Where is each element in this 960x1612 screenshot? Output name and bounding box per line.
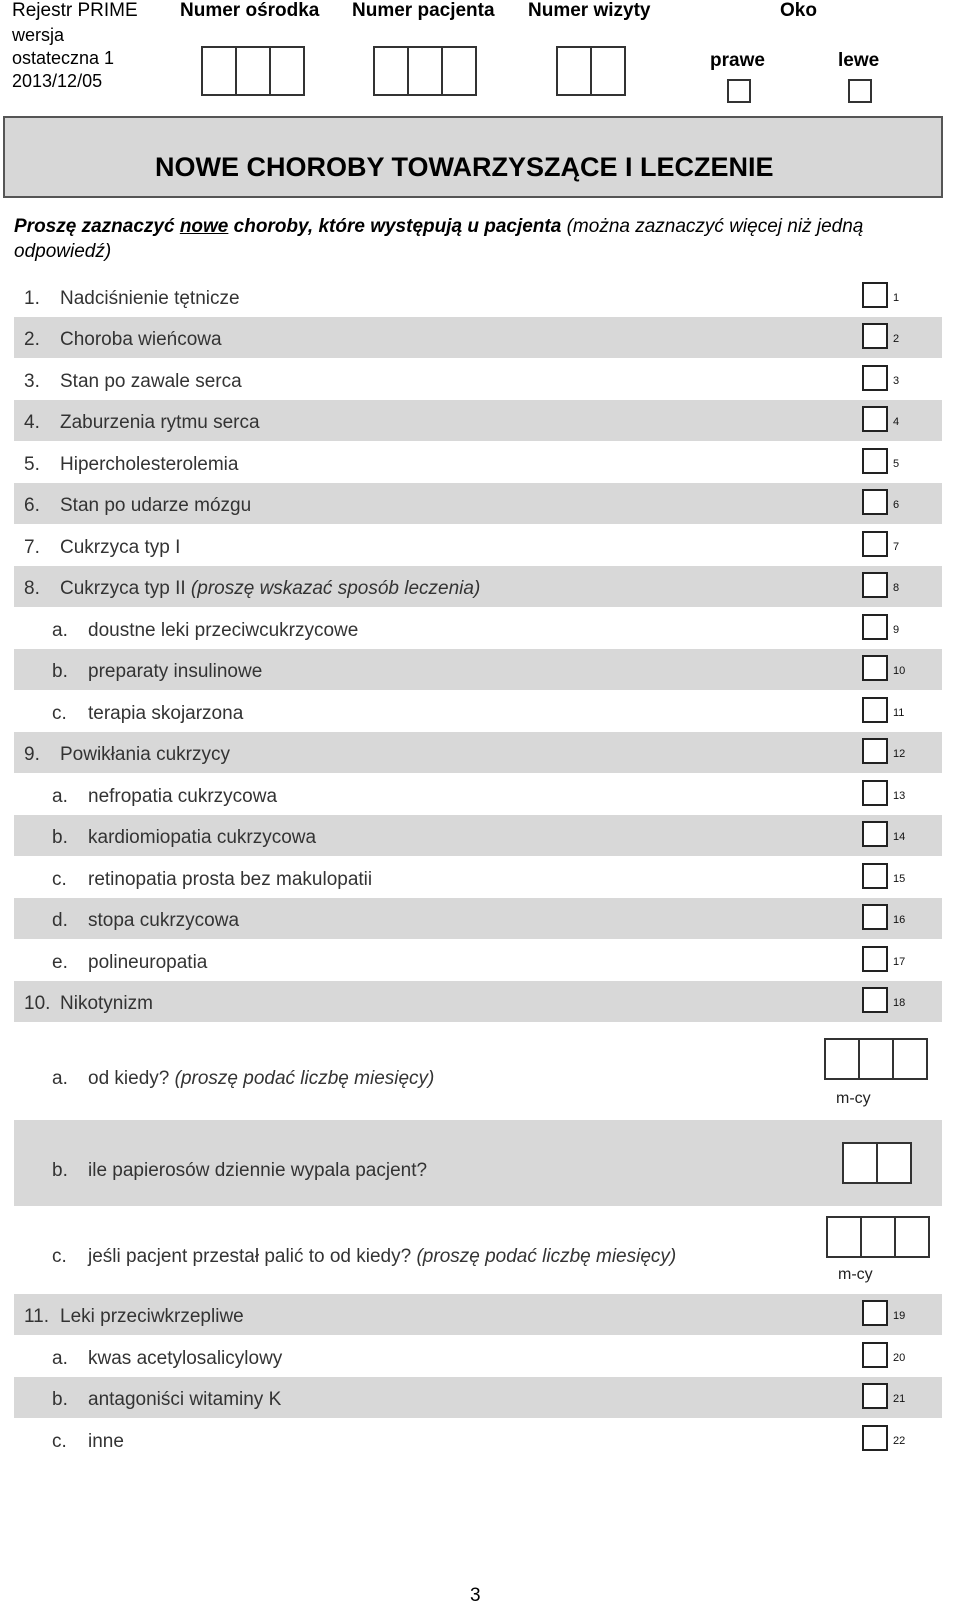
- version-line-1: wersja: [12, 25, 65, 45]
- item-number: b.: [52, 661, 68, 682]
- version-date: 2013/12/05: [12, 71, 103, 91]
- section-title-bar: [3, 116, 943, 198]
- item-label: [60, 578, 480, 600]
- item-label: Hipercholesterolemia: [60, 454, 239, 475]
- instruction-text: [14, 214, 944, 264]
- item-checkbox[interactable]: [862, 1383, 888, 1409]
- item-label-note: (proszę wskazać sposób leczenia): [185, 578, 481, 599]
- item-number: c.: [52, 869, 67, 890]
- item-number: a.: [52, 1068, 68, 1089]
- smoking-since-boxes: [824, 1038, 928, 1078]
- smoking-since-row: [14, 1022, 942, 1118]
- item-label-main: Cukrzyca typ II: [60, 578, 186, 599]
- item-number: 4.: [24, 412, 40, 433]
- item-code: 11: [893, 707, 905, 719]
- item-code: 14: [893, 831, 906, 843]
- item-checkbox[interactable]: [862, 780, 888, 806]
- visit-number-boxes: [556, 46, 626, 94]
- item-checkbox[interactable]: [862, 323, 888, 349]
- item-code: 21: [893, 1393, 906, 1405]
- item-number: 3.: [24, 371, 40, 392]
- item-label: kardiomiopatia cukrzycowa: [88, 827, 317, 848]
- patient-number-label: Numer pacjenta: [352, 0, 495, 21]
- page-number: 3: [470, 1585, 481, 1606]
- item-checkbox[interactable]: [862, 738, 888, 764]
- item-number: b.: [52, 1160, 68, 1181]
- item-label: ile papierosów dziennie wypala pacjent?: [88, 1160, 428, 1181]
- item-number: c.: [52, 1431, 67, 1452]
- item-number: b.: [52, 827, 68, 848]
- item-number: 1.: [24, 288, 40, 309]
- list-item: [14, 1294, 942, 1335]
- item-number: d.: [52, 910, 68, 931]
- item-checkbox[interactable]: [862, 904, 888, 930]
- version-block: [12, 24, 114, 93]
- item-checkbox[interactable]: [862, 697, 888, 723]
- item-checkbox[interactable]: [862, 365, 888, 391]
- list-item: [14, 276, 942, 317]
- item-code: 3: [893, 375, 900, 387]
- item-number: a.: [52, 786, 68, 807]
- item-code: 7: [893, 541, 900, 553]
- item-number: 2.: [24, 329, 40, 350]
- list-item: [14, 566, 942, 607]
- list-item: [14, 400, 942, 441]
- patient-digit-box[interactable]: [441, 46, 477, 96]
- list-item: [14, 442, 942, 483]
- list-item: [14, 608, 942, 649]
- item-code: 9: [893, 624, 900, 636]
- item-number: 7.: [24, 537, 40, 558]
- item-label: Zaburzenia rytmu serca: [60, 412, 260, 433]
- item-checkbox[interactable]: [862, 821, 888, 847]
- center-number-label: Numer ośrodka: [180, 0, 320, 21]
- item-number: b.: [52, 1389, 68, 1410]
- item-checkbox[interactable]: [862, 655, 888, 681]
- item-checkbox[interactable]: [862, 1425, 888, 1451]
- item-label: Choroba wieńcowa: [60, 329, 222, 350]
- instruction-part-2: choroby, które występują u pacjenta: [228, 216, 567, 237]
- visit-number-label: Numer wizyty: [528, 0, 651, 21]
- center-digit-box[interactable]: [269, 46, 305, 96]
- item-code: 4: [893, 416, 900, 428]
- item-code: 22: [893, 1435, 906, 1447]
- center-digit-box[interactable]: [235, 46, 271, 96]
- item-label: Leki przeciwkrzepliwe: [60, 1306, 244, 1327]
- months-digit-box[interactable]: [858, 1038, 894, 1080]
- instruction-underlined: nowe: [179, 216, 229, 237]
- list-item: [14, 691, 942, 732]
- item-number: 5.: [24, 454, 40, 475]
- item-checkbox[interactable]: [862, 531, 888, 557]
- item-label: [88, 1068, 434, 1090]
- list-item: [14, 359, 942, 400]
- item-checkbox[interactable]: [862, 406, 888, 432]
- item-code: 19: [893, 1310, 906, 1322]
- right-eye-label: prawe: [710, 50, 765, 71]
- item-checkbox[interactable]: [862, 614, 888, 640]
- center-number-boxes: [201, 46, 305, 94]
- item-code: 17: [893, 956, 906, 968]
- item-code: 8: [893, 582, 900, 594]
- item-code: 13: [893, 790, 906, 802]
- item-label-main: od kiedy?: [88, 1068, 170, 1089]
- list-item: [14, 317, 942, 358]
- item-label: Powikłania cukrzycy: [60, 744, 230, 765]
- item-checkbox[interactable]: [862, 489, 888, 515]
- months-digit-box[interactable]: [894, 1216, 930, 1258]
- item-code: 16: [893, 914, 906, 926]
- item-checkbox[interactable]: [862, 448, 888, 474]
- item-number: e.: [52, 952, 68, 973]
- item-code: 2: [893, 333, 900, 345]
- visit-digit-box[interactable]: [556, 46, 592, 96]
- patient-digit-box[interactable]: [373, 46, 409, 96]
- list-item: [14, 649, 942, 690]
- item-label-main: jeśli pacjent przestał palić to od kiedy?: [88, 1246, 412, 1267]
- months-unit: m-cy: [836, 1090, 871, 1107]
- eye-label: Oko: [780, 0, 817, 21]
- registry-name: Rejestr PRIME: [12, 0, 138, 21]
- months-digit-box[interactable]: [892, 1038, 928, 1080]
- item-label: kwas acetylosalicylowy: [88, 1348, 283, 1369]
- item-label: Nikotynizm: [60, 993, 153, 1014]
- list-item: [14, 815, 942, 856]
- item-label: stopa cukrzycowa: [88, 910, 240, 931]
- item-code: 5: [893, 458, 900, 470]
- item-number: a.: [52, 1348, 68, 1369]
- item-label: polineuropatia: [88, 952, 208, 973]
- item-checkbox[interactable]: [862, 863, 888, 889]
- months-digit-box[interactable]: [824, 1038, 860, 1080]
- cigarettes-digit-box[interactable]: [842, 1142, 878, 1184]
- item-label: terapia skojarzona: [88, 703, 244, 724]
- list-item: [14, 525, 942, 566]
- item-label: Stan po zawale serca: [60, 371, 242, 392]
- list-item: [14, 483, 942, 524]
- item-code: 15: [893, 873, 906, 885]
- item-number: 10.: [24, 993, 51, 1014]
- item-code: 6: [893, 499, 900, 511]
- item-number: 9.: [24, 744, 40, 765]
- patient-number-boxes: [373, 46, 477, 94]
- item-number: c.: [52, 703, 67, 724]
- cigarettes-per-day-row: [14, 1120, 942, 1206]
- item-code: 10: [893, 665, 906, 677]
- item-checkbox[interactable]: [862, 1300, 888, 1326]
- months-unit: m-cy: [838, 1266, 873, 1283]
- item-label: retinopatia prosta bez makulopatii: [88, 869, 373, 890]
- months-digit-box[interactable]: [860, 1216, 896, 1258]
- smoking-quit-boxes: [826, 1216, 930, 1256]
- list-item: [14, 1419, 942, 1460]
- item-checkbox[interactable]: [862, 572, 888, 598]
- list-item: [14, 1377, 942, 1418]
- item-number: c.: [52, 1246, 67, 1267]
- item-label: Nadciśnienie tętnicze: [60, 288, 240, 309]
- list-item: [14, 940, 942, 981]
- item-number: a.: [52, 620, 68, 641]
- left-eye-label: lewe: [838, 50, 880, 71]
- list-item: [14, 981, 942, 1022]
- instruction-part-3: (można zaznaczyć więcej niż jedną odpowiedź): [14, 216, 864, 262]
- item-label: antagoniści witaminy K: [88, 1389, 282, 1410]
- list-item: [14, 1336, 942, 1377]
- item-label: preparaty insulinowe: [88, 661, 263, 682]
- item-checkbox[interactable]: [862, 987, 888, 1013]
- item-label: inne: [88, 1431, 124, 1452]
- center-digit-box[interactable]: [201, 46, 237, 96]
- item-code: 18: [893, 997, 906, 1009]
- item-checkbox[interactable]: [862, 946, 888, 972]
- right-eye-checkbox[interactable]: [727, 79, 751, 103]
- item-code: 1: [893, 292, 900, 304]
- list-item: [14, 898, 942, 939]
- version-line-2: ostateczna 1: [12, 48, 115, 68]
- item-checkbox[interactable]: [862, 1342, 888, 1368]
- cigarettes-per-day-boxes: [842, 1142, 912, 1182]
- item-label-note: (proszę podać liczbę miesięcy): [411, 1246, 677, 1267]
- visit-digit-box[interactable]: [590, 46, 626, 96]
- cigarettes-digit-box[interactable]: [876, 1142, 912, 1184]
- months-digit-box[interactable]: [826, 1216, 862, 1258]
- left-eye-checkbox[interactable]: [848, 79, 872, 103]
- patient-digit-box[interactable]: [407, 46, 443, 96]
- instruction-part-1: Proszę zaznaczyć: [14, 216, 180, 237]
- smoking-quit-row: [14, 1208, 942, 1292]
- item-label: [88, 1246, 676, 1268]
- item-code: 20: [893, 1352, 906, 1364]
- item-number: 6.: [24, 495, 40, 516]
- item-label: doustne leki przeciwcukrzycowe: [88, 620, 359, 641]
- item-label: Cukrzyca typ I: [60, 537, 181, 558]
- item-number: 8.: [24, 578, 40, 599]
- list-item: [14, 857, 942, 898]
- section-title: NOWE CHOROBY TOWARZYSZĄCE I LECZENIE: [155, 152, 774, 182]
- list-item: [14, 774, 942, 815]
- item-label: Stan po udarze mózgu: [60, 495, 252, 516]
- item-checkbox[interactable]: [862, 282, 888, 308]
- list-item: [14, 732, 942, 773]
- item-code: 12: [893, 748, 906, 760]
- item-label: nefropatia cukrzycowa: [88, 786, 278, 807]
- item-label-note: (proszę podać liczbę miesięcy): [169, 1068, 435, 1089]
- item-number: 11.: [24, 1306, 50, 1327]
